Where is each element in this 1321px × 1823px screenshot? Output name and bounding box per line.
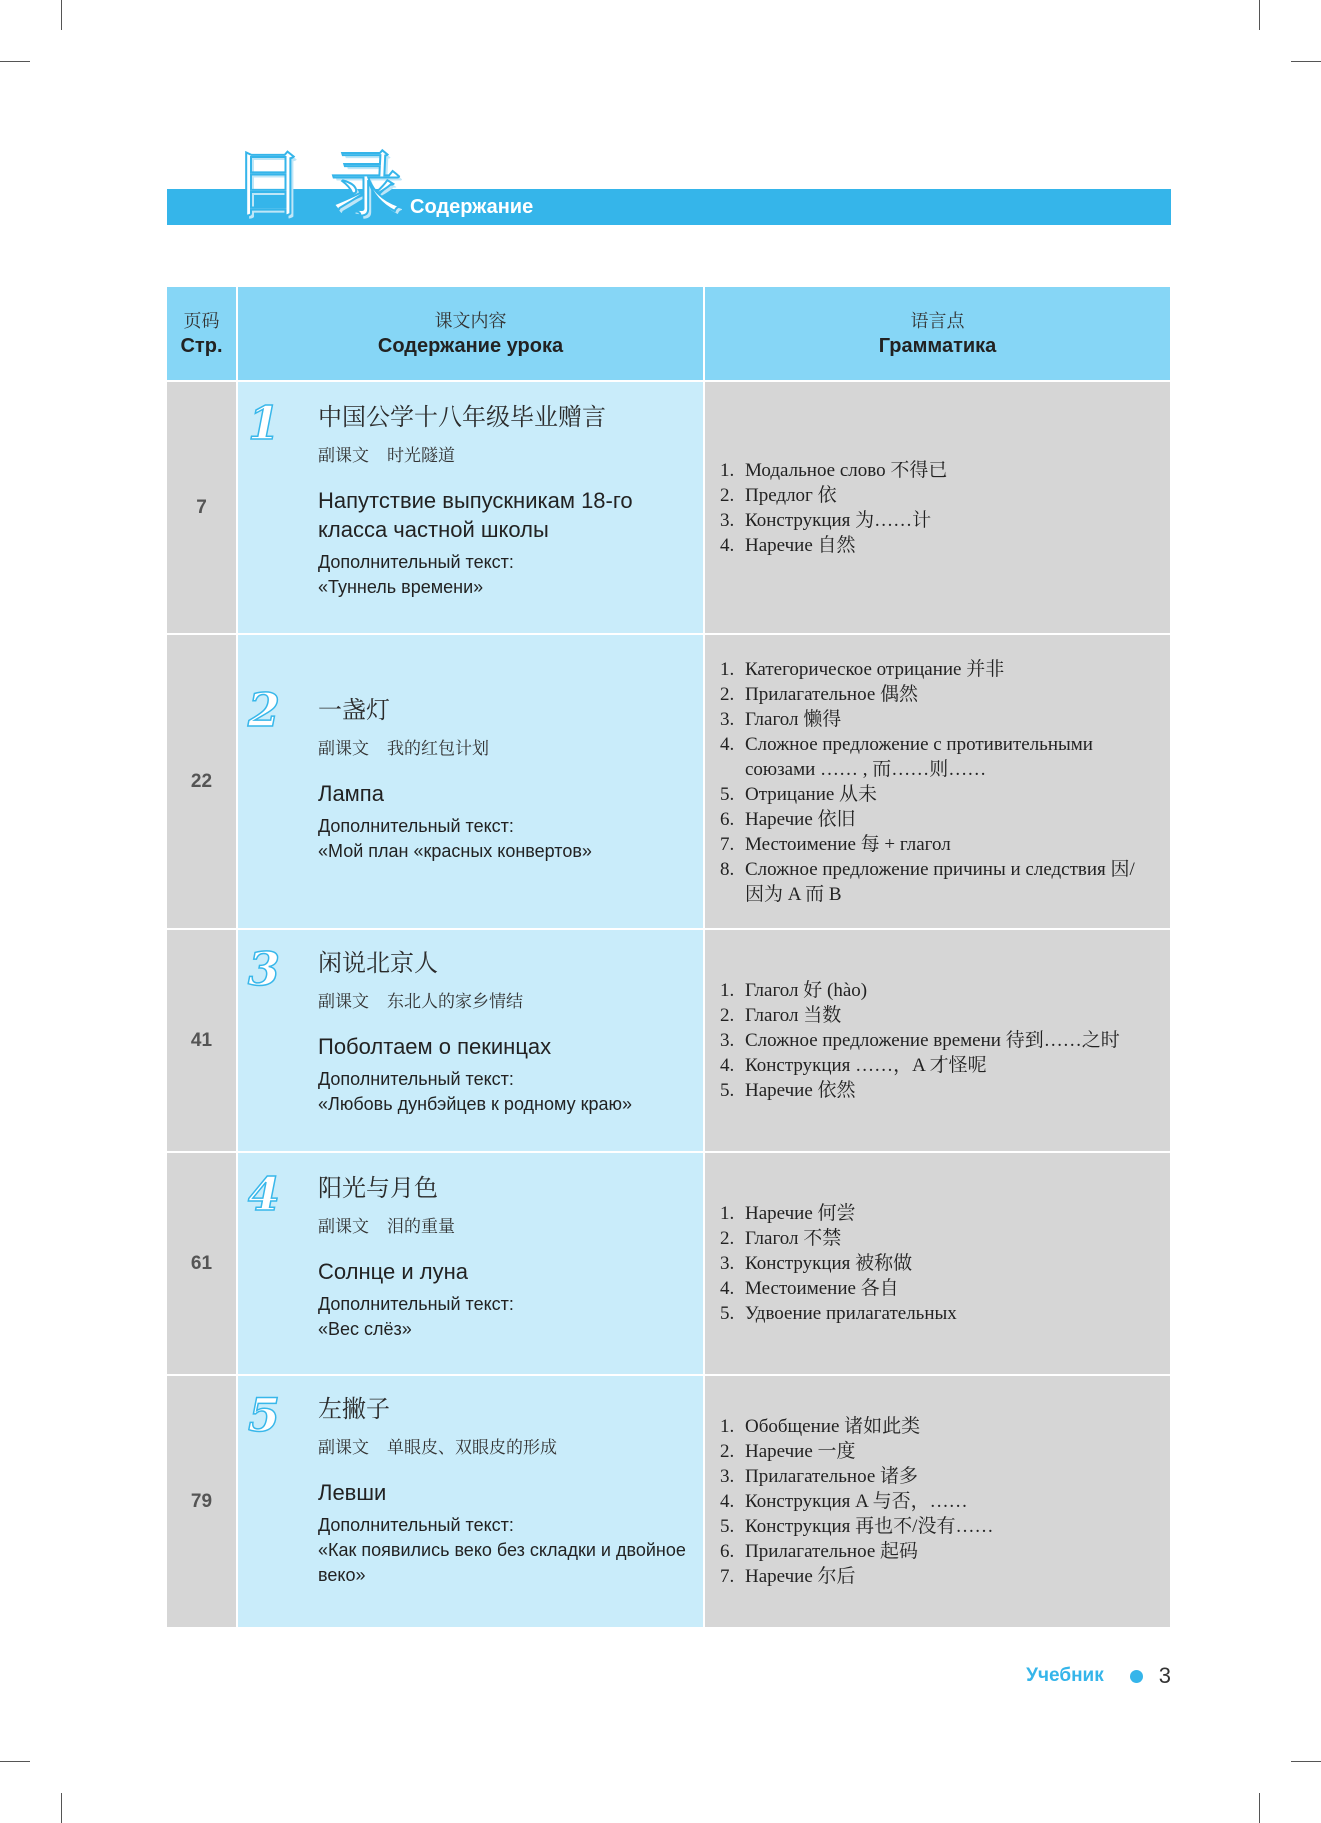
grammar-item [720, 682, 1145, 707]
page-number-cell: 41 [167, 930, 236, 1151]
lesson-title-ru: Лампа [318, 781, 384, 806]
lesson-extra [318, 1292, 693, 1342]
lesson-number: 3 [248, 942, 281, 996]
grammar-item [720, 533, 947, 558]
grammar-item-text: Глагол 好 (hào) [745, 980, 868, 1001]
grammar-item [720, 1539, 993, 1564]
lesson-extra [318, 550, 693, 600]
extra-title: «Как появились веко без складки и двойное веко» [318, 1540, 686, 1585]
grammar-item [720, 832, 1145, 857]
header-grammar-cn: 语言点 [910, 310, 965, 332]
page-number: 3 [1158, 1663, 1171, 1688]
grammar-item-number: 8. [720, 858, 735, 880]
lesson-cell [236, 1153, 705, 1374]
sub-label: 副课文 [318, 739, 369, 759]
lesson-title-ru: Напутствие выпускникам 18-го класса частной школы [318, 488, 633, 542]
grammar-item-text: Сложное предложение с противительными союзами …… , 而……则…… [745, 733, 1093, 780]
grammar-item-number: 3. [720, 509, 735, 531]
grammar-item-number: 6. [720, 1541, 735, 1562]
grammar-item-text: Прилагательное 偶然 [745, 683, 919, 705]
grammar-item-number: 7. [720, 1566, 735, 1587]
grammar-item-text: Модальное слово 不得已 [745, 459, 948, 481]
grammar-cell [705, 635, 1170, 928]
lesson-number: 1 [248, 396, 281, 450]
grammar-list [705, 458, 947, 558]
grammar-item [720, 657, 1145, 682]
grammar-item-number: 1. [720, 459, 735, 481]
grammar-item-text: Конструкция 为……计 [745, 509, 932, 531]
crop-mark [1291, 61, 1321, 62]
grammar-item [720, 1301, 957, 1326]
grammar-item [720, 707, 1145, 732]
sub-title: 单眼皮、双眼皮的形成 [387, 1438, 557, 1458]
grammar-item-number: 1. [720, 658, 735, 680]
toc-row [167, 1376, 1170, 1629]
grammar-item-text: Сложное предложение времени 待到……之时 [745, 1030, 1120, 1051]
lesson-cell [236, 930, 705, 1151]
grammar-item-number: 2. [720, 1005, 735, 1026]
sub-label: 副课文 [318, 992, 369, 1012]
grammar-item [720, 1028, 1120, 1053]
lesson-subtext-cn [318, 1215, 693, 1239]
extra-label: Дополнительный текст: [318, 1294, 514, 1314]
lesson-title-ru: Левши [318, 1480, 387, 1505]
lesson-title-cn: 阳光与月色 [318, 1174, 438, 1202]
grammar-item-text: Наречие 一度 [745, 1441, 856, 1462]
grammar-item-number: 4. [720, 534, 735, 556]
grammar-item-text: Категорическое отрицание 并非 [745, 658, 1005, 680]
toc-row [167, 382, 1170, 635]
grammar-item [720, 1053, 1120, 1078]
grammar-item-text: Конструкция 再也不/没有…… [745, 1516, 994, 1537]
grammar-item [720, 1201, 957, 1226]
grammar-item-number: 3. [720, 708, 735, 730]
grammar-item-text: Обобщение 诸如此类 [745, 1416, 921, 1437]
lesson-title-ru: Поболтаем о пекинцах [318, 1034, 552, 1059]
crop-mark [0, 61, 30, 62]
grammar-item-text: Сложное предложение причины и следствия 因/因为 A 而 B [745, 858, 1135, 905]
grammar-cell [705, 930, 1170, 1151]
sub-title: 东北人的家乡情结 [387, 992, 523, 1012]
page-number-cell: 7 [167, 382, 236, 633]
page-footer [1026, 1663, 1171, 1689]
grammar-item [720, 1489, 993, 1514]
page-title-cn: 目录 [232, 143, 429, 227]
page-title-ru: Содержание [410, 196, 534, 218]
grammar-item [720, 1003, 1120, 1028]
extra-title: «Любовь дунбэйцев к родному краю» [318, 1094, 632, 1114]
grammar-item [720, 732, 1145, 782]
header-lesson-cn: 课文内容 [434, 310, 507, 332]
lesson-number: 4 [248, 1167, 281, 1221]
grammar-item-text: Наречие 尔后 [745, 1566, 856, 1587]
lesson-body [318, 1392, 693, 1588]
grammar-item-number: 5. [720, 783, 735, 805]
grammar-item-text: Прилагательное 诸多 [745, 1466, 919, 1487]
lesson-subtext-cn [318, 737, 693, 761]
grammar-item-text: Наречие 依旧 [745, 808, 856, 830]
lesson-subtext-cn [318, 1436, 693, 1460]
page-number-cell: 61 [167, 1153, 236, 1374]
lesson-extra [318, 1513, 693, 1588]
grammar-item-number: 7. [720, 833, 735, 855]
crop-mark [1291, 1761, 1321, 1762]
sub-label: 副课文 [318, 1438, 369, 1458]
grammar-item-number: 6. [720, 808, 735, 830]
lesson-title-cn: 中国公学十八年级毕业赠言 [318, 403, 606, 431]
grammar-item-number: 4. [720, 1055, 735, 1076]
lesson-body [318, 946, 693, 1117]
lesson-extra [318, 1067, 693, 1117]
extra-label: Дополнительный текст: [318, 1515, 514, 1535]
header-page-ru: Стр. [180, 334, 223, 357]
grammar-item [720, 782, 1145, 807]
grammar-item [720, 1439, 993, 1464]
grammar-item [720, 1276, 957, 1301]
grammar-item-text: Наречие 依然 [745, 1080, 856, 1101]
grammar-item [720, 483, 947, 508]
crop-mark [61, 0, 62, 30]
sub-label: 副课文 [318, 1217, 369, 1237]
grammar-item-number: 1. [720, 1203, 735, 1224]
grammar-item [720, 978, 1120, 1003]
lesson-body [318, 693, 693, 864]
grammar-item-number: 1. [720, 1416, 735, 1437]
grammar-item-text: Предлог 依 [745, 484, 837, 506]
header-page-cn: 页码 [183, 310, 220, 332]
grammar-item-text: Наречие 何尝 [745, 1203, 856, 1224]
grammar-item [720, 458, 948, 483]
extra-label: Дополнительный текст: [318, 816, 514, 836]
grammar-item [720, 1078, 1120, 1103]
header-lesson [236, 287, 705, 380]
grammar-item-number: 2. [720, 484, 735, 506]
grammar-cell [705, 1153, 1170, 1374]
grammar-item-number: 2. [720, 1441, 735, 1462]
grammar-item-text: Конструкция ……，A 才怪呢 [745, 1055, 987, 1076]
grammar-item-text: Прилагательное 起码 [745, 1541, 919, 1562]
grammar-item [720, 857, 1145, 907]
footer-dot-icon [1130, 1670, 1143, 1683]
grammar-item-text: Конструкция A 与否，…… [745, 1491, 968, 1512]
header-grammar-ru: Грамматика [878, 334, 997, 357]
grammar-item-text: Наречие 自然 [745, 534, 856, 556]
header-page [167, 287, 236, 380]
grammar-item [720, 1414, 993, 1439]
extra-title: «Туннель времени» [318, 577, 484, 597]
grammar-item-number: 3. [720, 1253, 735, 1274]
grammar-item-number: 3. [720, 1030, 735, 1051]
grammar-item [720, 1251, 957, 1276]
lesson-cell [236, 1376, 705, 1627]
grammar-cell [705, 382, 1170, 633]
lesson-title-cn: 闲说北京人 [318, 949, 438, 977]
extra-label: Дополнительный текст: [318, 1069, 514, 1089]
crop-mark [0, 1761, 30, 1762]
grammar-item [720, 1226, 957, 1251]
grammar-list [705, 978, 1120, 1103]
footer-book-label: Учебник [1026, 1665, 1104, 1686]
grammar-item [720, 1564, 993, 1589]
lesson-subtext-cn [318, 444, 693, 468]
grammar-item-number: 4. [720, 1491, 735, 1512]
toc-row [167, 635, 1170, 930]
lesson-title-cn: 左撇子 [318, 1395, 390, 1423]
lesson-title-cn: 一盏灯 [318, 696, 390, 724]
extra-label: Дополнительный текст: [318, 552, 514, 572]
grammar-item-text: Отрицание 从未 [745, 783, 878, 805]
grammar-item [720, 807, 1145, 832]
page-number-cell: 22 [167, 635, 236, 928]
extra-title: «Мой план «красных конвертов» [318, 841, 592, 861]
grammar-item-text: Местоимение 每 + глагол [745, 833, 951, 855]
lesson-number: 2 [248, 683, 281, 737]
grammar-cell [705, 1376, 1170, 1627]
grammar-item [720, 1514, 994, 1539]
crop-mark [1259, 1793, 1260, 1823]
toc-row [167, 1153, 1170, 1376]
header-lesson-ru: Содержание урока [377, 334, 564, 357]
sub-title: 泪的重量 [387, 1217, 455, 1237]
grammar-item-text: Глагол 不禁 [745, 1228, 842, 1249]
lesson-subtext-cn [318, 990, 693, 1014]
grammar-item-number: 2. [720, 1228, 735, 1249]
header-grammar [705, 287, 1170, 380]
grammar-item-text: Глагол 懒得 [745, 708, 842, 730]
grammar-item-number: 4. [720, 1278, 735, 1299]
crop-mark [61, 1793, 62, 1823]
grammar-item-number: 5. [720, 1516, 735, 1537]
grammar-list [705, 1201, 957, 1326]
lesson-body [318, 1171, 693, 1342]
grammar-item-number: 3. [720, 1466, 735, 1487]
grammar-item [720, 508, 947, 533]
extra-title: «Вес слёз» [318, 1319, 412, 1339]
grammar-item-number: 1. [720, 980, 735, 1001]
lesson-title-ru: Солнце и луна [318, 1259, 468, 1284]
grammar-item-text: Удвоение прилагательных [745, 1303, 957, 1324]
grammar-item [720, 1464, 993, 1489]
sub-title: 我的红包计划 [387, 739, 489, 759]
grammar-item-number: 5. [720, 1080, 735, 1101]
grammar-item-text: Местоимение 各自 [745, 1278, 899, 1299]
grammar-item-number: 5. [720, 1303, 735, 1324]
grammar-list [705, 657, 1145, 907]
sub-title: 时光隧道 [387, 446, 455, 466]
lesson-extra [318, 814, 693, 864]
toc-header [167, 287, 1170, 382]
toc-row [167, 930, 1170, 1153]
grammar-item-text: Конструкция 被称做 [745, 1253, 913, 1274]
page-number-cell: 79 [167, 1376, 236, 1627]
lesson-number: 5 [248, 1388, 281, 1442]
lesson-cell [236, 635, 705, 928]
lesson-body [318, 400, 693, 600]
toc-table [167, 287, 1170, 1629]
crop-mark [1259, 0, 1260, 30]
grammar-item-text: Глагол 当数 [745, 1005, 842, 1026]
sub-label: 副课文 [318, 446, 369, 466]
grammar-item-number: 4. [720, 733, 735, 755]
grammar-item-number: 2. [720, 683, 735, 705]
grammar-list [705, 1414, 993, 1589]
lesson-cell [236, 382, 705, 633]
